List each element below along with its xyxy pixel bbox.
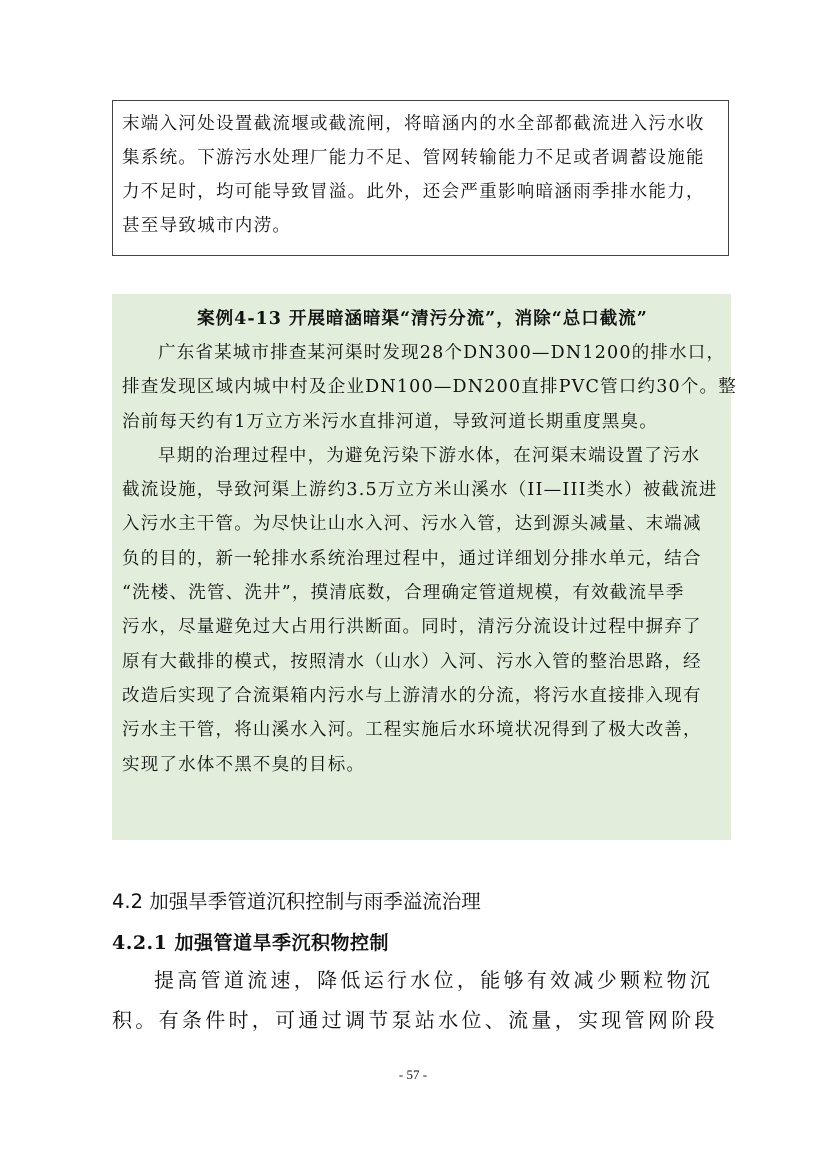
- case-line: 实现了水体不黑不臭的目标。: [122, 754, 366, 775]
- case-title: 案例4-13 开展暗涵暗渠“清污分流”，消除“总口截流”: [197, 309, 648, 329]
- case-line: 入污水主干管。为尽快让山水入河、污水入管，达到源头减量、末端减: [122, 514, 702, 535]
- note-line: 甚至导致城市内涝。: [122, 216, 292, 236]
- subsection-heading: 4.2.1 加强管道旱季沉积物控制: [112, 932, 390, 954]
- case-line: 排查发现区域内城中村及企业DN100—DN200直排PVC管口约30个。整: [122, 377, 737, 398]
- note-line: 集系统。下游污水处理厂能力不足、管网转输能力不足或者调蓄设施能: [122, 148, 705, 168]
- case-study-box: [112, 294, 737, 840]
- body-line: 积。有条件时，可通过调节泵站水位、流量，实现管网阶段: [112, 1008, 718, 1032]
- case-line: 原有大截排的模式，按照清水（山水）入河、污水入管的整治思路，经: [122, 651, 702, 672]
- body-line: 提高管道流速，降低运行水位，能够有效减少颗粒物沉: [154, 968, 714, 992]
- case-line: 负的目的，新一轮排水系统治理过程中，通过详细划分排水单元，结合: [122, 548, 702, 569]
- note-box: [112, 100, 729, 256]
- case-line: 污水，尽量避免过大占用行洪断面。同时，清污分流设计过程中摒弃了: [122, 617, 702, 638]
- note-line: 力不足时，均可能导致冒溢。此外，还会严重影响暗涵雨季排水能力，: [122, 182, 705, 202]
- case-line: “洗楼、洗管、洗井”，摸清底数，合理确定管道规模，有效截流旱季: [122, 583, 685, 604]
- case-line: 改造后实现了合流渠箱内污水与上游清水的分流，将污水直接排入现有: [122, 685, 702, 706]
- body-paragraph: [112, 960, 732, 1040]
- case-line: 早期的治理过程中，为避免污染下游水体，在河渠末端设置了污水: [158, 445, 701, 466]
- case-line: 污水主干管，将山溪水入河。工程实施后水环境状况得到了极大改善，: [122, 720, 702, 741]
- case-line: 广东省某城市排查某河渠时发现28个DN300—DN1200的排水口，: [158, 343, 726, 363]
- case-line: 治前每天约有1万立方米污水直排河道，导致河道长期重度黑臭。: [122, 411, 658, 432]
- page-number: - 57 -: [398, 1067, 428, 1082]
- section-heading: 4.2 加强旱季管道沉积控制与雨季溢流治理: [112, 890, 481, 913]
- note-line: 末端入河处设置截流堰或截流闸，将暗涵内的水全部都截流进入污水收: [122, 114, 705, 134]
- case-line: 截流设施，导致河渠上游约3.5万立方米山溪水（II—III类水）被截流进: [122, 480, 718, 501]
